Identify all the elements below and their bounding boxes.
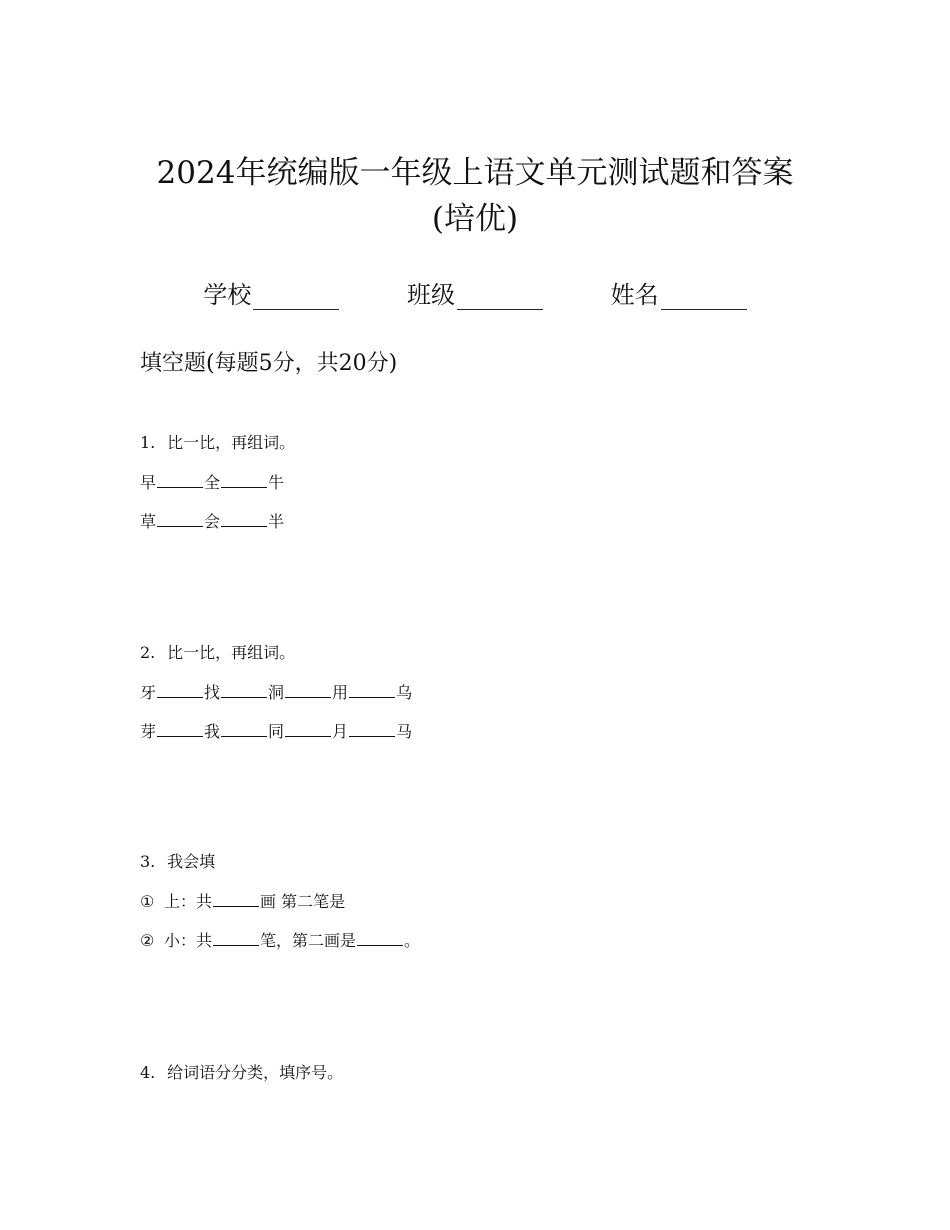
question-3-prompt: 我会填 <box>167 852 216 871</box>
question-3-item-1 <box>140 886 420 925</box>
char: 牙 <box>140 683 157 702</box>
question-3-number: 3. <box>140 852 156 871</box>
page-title <box>0 150 950 242</box>
school-label: 学校 <box>203 281 252 309</box>
answer-blank <box>213 886 259 907</box>
char: 全 <box>204 473 221 492</box>
char: 乌 <box>396 683 413 702</box>
question-4 <box>140 1058 343 1097</box>
question-1-prompt-line <box>140 428 295 467</box>
item-text: 小：共 <box>164 931 213 950</box>
answer-blank <box>285 716 331 737</box>
char: 半 <box>268 512 285 531</box>
school-field <box>203 275 339 310</box>
char: 会 <box>204 512 221 531</box>
item-text: 上：共 <box>164 892 213 911</box>
char: 我 <box>204 722 221 741</box>
char: 同 <box>268 722 285 741</box>
student-info-row <box>0 275 950 310</box>
question-4-prompt-line <box>140 1058 343 1097</box>
answer-blank <box>157 506 203 527</box>
answer-blank <box>349 677 395 698</box>
name-blank <box>661 285 747 310</box>
question-3-item-2 <box>140 925 420 964</box>
answer-blank <box>221 467 267 488</box>
question-2 <box>140 638 412 755</box>
char: 牛 <box>268 473 285 492</box>
char: 草 <box>140 512 157 531</box>
char: 马 <box>396 722 413 741</box>
answer-blank <box>157 716 203 737</box>
item-text: 。 <box>404 931 421 950</box>
char: 洞 <box>268 683 285 702</box>
name-label: 姓名 <box>610 281 659 309</box>
answer-blank <box>157 467 203 488</box>
question-4-prompt: 给词语分分类，填序号。 <box>167 1063 344 1082</box>
char: 用 <box>332 683 349 702</box>
class-label: 班级 <box>407 281 455 309</box>
question-2-row-2 <box>140 716 412 755</box>
char: 月 <box>332 722 349 741</box>
question-3-prompt-line <box>140 847 420 886</box>
answer-blank <box>357 925 403 946</box>
answer-blank <box>221 716 267 737</box>
answer-blank <box>221 677 267 698</box>
class-field <box>407 275 543 310</box>
name-field <box>611 275 747 310</box>
answer-blank <box>157 677 203 698</box>
question-1-row-2 <box>140 506 295 545</box>
answer-blank <box>349 716 395 737</box>
class-blank <box>457 285 543 310</box>
char: 芽 <box>140 722 157 741</box>
section-heading: 填空题(每题5分，共20分) <box>140 351 398 376</box>
question-2-prompt: 比一比，再组词。 <box>167 643 296 662</box>
question-2-row-1 <box>140 677 412 716</box>
question-1-number: 1. <box>140 433 156 452</box>
question-2-prompt-line <box>140 638 412 677</box>
item-text: 画 第二笔是 <box>260 892 346 911</box>
answer-blank <box>285 677 331 698</box>
question-1-prompt: 比一比，再组词。 <box>167 433 296 452</box>
question-1-row-1 <box>140 467 295 506</box>
item-marker: ① <box>140 892 155 911</box>
answer-blank <box>213 925 259 946</box>
item-marker: ② <box>140 931 155 950</box>
question-4-number: 4. <box>140 1063 156 1082</box>
title-line-2: (培优) <box>431 201 519 237</box>
question-2-number: 2. <box>140 643 156 662</box>
char: 早 <box>140 473 157 492</box>
answer-blank <box>221 506 267 527</box>
title-line-1: 2024年统编版一年级上语文单元测试题和答案 <box>156 155 794 191</box>
char: 找 <box>204 683 221 702</box>
question-1 <box>140 428 295 545</box>
item-text: 笔，第二画是 <box>260 931 357 950</box>
question-3 <box>140 847 420 964</box>
school-blank <box>253 285 339 310</box>
